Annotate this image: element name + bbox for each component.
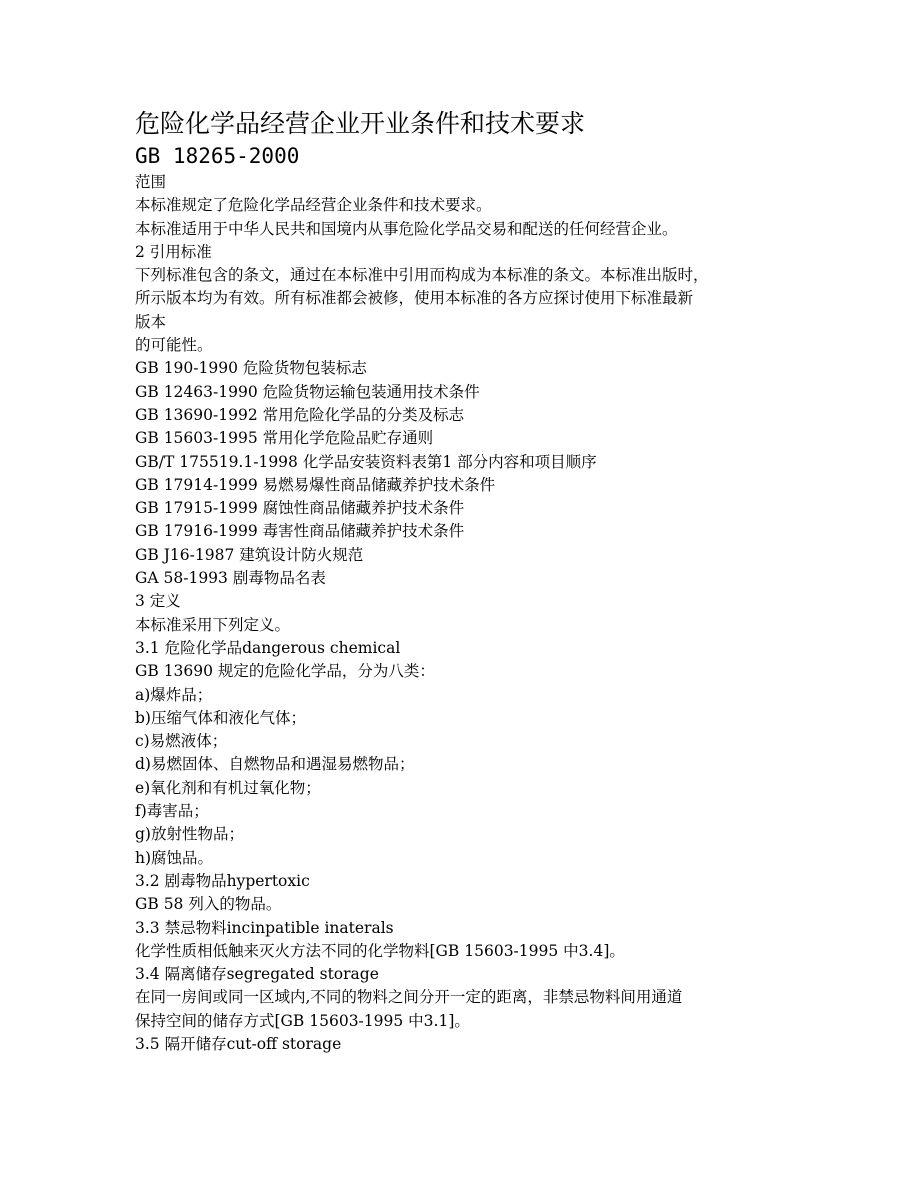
list-item: b)压缩气体和液化气体； [135,708,306,727]
reference-item: GA 58-1993 剧毒物品名表 [135,569,326,588]
section-heading-definitions: 3 定义 [135,592,181,611]
reference-item: GB 15603-1995 常用化学危险品贮存通则 [135,429,434,448]
section-heading-references: 2 引用标准 [135,242,212,261]
reference-item: GB 17914-1999 易燃易爆性商品储藏养护技术条件 [135,475,496,494]
body-line: 下列标准包含的条文，通过在本标准中引用而构成为本标准的条文。本标准出版时， [135,266,709,285]
body-line: GB 58 列入的物品。 [135,895,282,914]
list-item: g)放射性物品； [135,825,244,844]
body-line: 保持空间的储存方式[GB 15603-1995 中3.1]。 [135,1011,470,1030]
list-item: c)易燃液体； [135,732,228,751]
body-line: 在同一房间或同一区域内,不同的物料之间分开一定的距离，非禁忌物料间用通道 [135,988,683,1007]
section-heading-scope: 范围 [135,173,167,191]
document-title: 危险化学品经营企业开业条件和技术要求 [135,109,586,138]
reference-item: GB/T 175519.1-1998 化学品安装资料表第1 部分内容和项目顺序 [135,452,597,471]
document-page [135,107,795,1056]
body-line: 本标准采用下列定义。 [135,615,291,634]
definition-term: 3.5 隔开储存cut-off storage [135,1034,342,1053]
reference-item: GB 12463-1990 危险货物运输包装通用技术条件 [135,382,480,401]
definition-term: 3.3 禁忌物料incinpatible inaterals [135,918,394,937]
document-body [135,171,795,1056]
body-line: 所示版本均为有效。所有标准都会被修，使用本标准的各方应探讨使用下标准最新 [135,289,694,308]
list-item: a)爆炸品； [135,685,213,704]
list-item: d)易燃固体、自燃物品和遇湿易燃物品； [135,755,415,774]
definition-term: 3.4 隔离储存segregated storage [135,965,379,984]
reference-item: GB 17915-1999 腐蚀性商品储藏养护技术条件 [135,499,465,518]
body-line: GB 13690 规定的危险化学品，分为八类： [135,662,435,681]
list-item: e)氧化剂和有机过氧化物； [135,778,321,797]
reference-item: GB 13690-1992 常用危险化学品的分类及标志 [135,405,465,424]
reference-item: GB J16-1987 建筑设计防火规范 [135,545,364,564]
body-line: 化学性质相低触来灭火方法不同的化学物料[GB 15603-1995 中3.4]。 [135,941,625,960]
body-line: 本标准规定了危险化学品经营企业条件和技术要求。 [135,196,492,215]
body-line: 的可能性。 [135,336,213,355]
reference-item: GB 17916-1999 毒害性商品储藏养护技术条件 [135,522,465,541]
definition-term: 3.2 剧毒物品hypertoxic [135,871,310,890]
list-item: h)腐蚀品。 [135,848,214,867]
standard-code: GB 18265-2000 [135,144,300,168]
body-line: 版本 [135,312,167,331]
body-line: 本标准适用于中华人民共和国境内从事危险化学品交易和配送的任何经营企业。 [135,219,678,238]
definition-term: 3.1 危险化学品dangerous chemical [135,638,401,657]
list-item: f)毒害品； [135,802,209,821]
reference-item: GB 190-1990 危险货物包装标志 [135,359,367,378]
